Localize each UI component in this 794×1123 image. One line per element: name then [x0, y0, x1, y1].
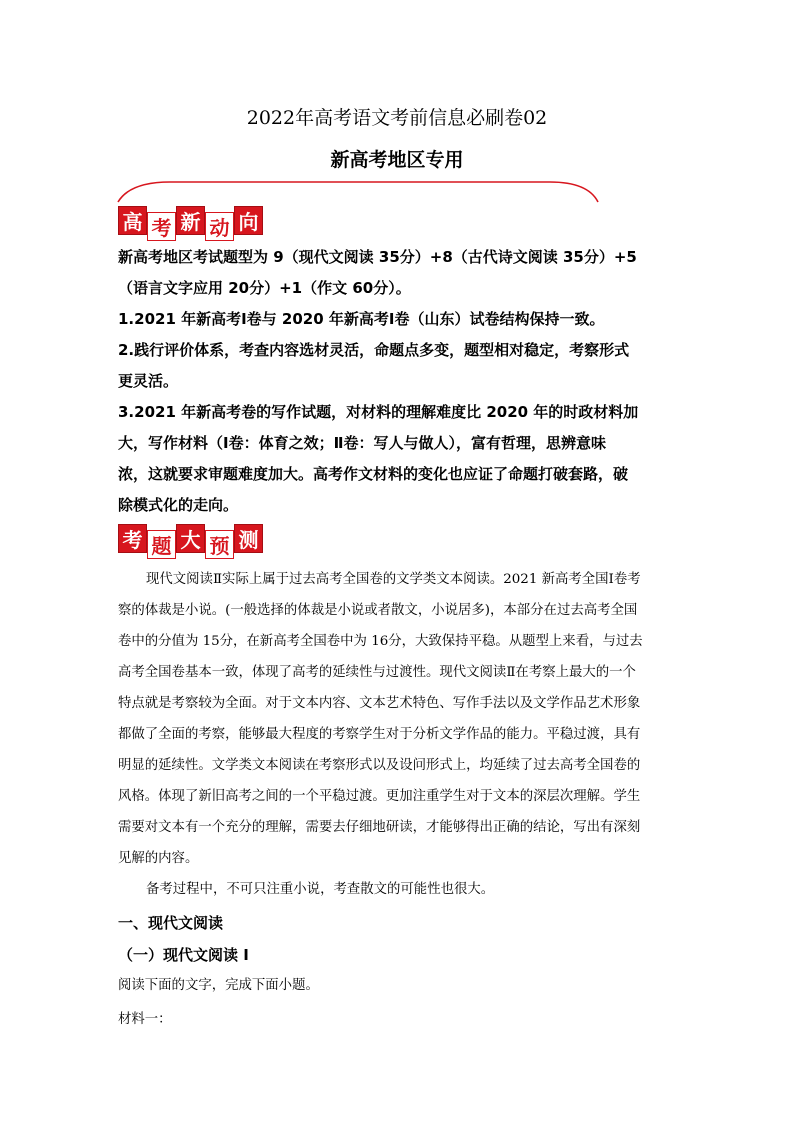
- text-line: 新高考地区考试题型为 9（现代文阅读 35分）+8（古代诗文阅读 35分）+5: [118, 248, 637, 266]
- text-line: 更灵活。: [118, 372, 179, 390]
- text-line: 备考过程中，不可只注重小说，考查散文的可能性也很大。: [146, 882, 495, 897]
- decorative-arc: [110, 176, 600, 206]
- text-line: 明显的延续性。文学类文本阅读在考察形式以及设问形式上，均延续了过去高考全国卷的: [118, 758, 641, 773]
- trend-text: [118, 242, 678, 521]
- banner-char: 向: [234, 206, 263, 235]
- text-line: 除模式化的走向。: [118, 496, 239, 514]
- banner-char: 动: [205, 212, 234, 241]
- text-line: 现代文阅读Ⅱ实际上属于过去高考全国卷的文学类文本阅读。2021 新高考全国Ⅰ卷考: [146, 572, 641, 587]
- text-line: 1.2021 年新高考Ⅰ卷与 2020 年新高考Ⅰ卷（山东）试卷结构保持一致。: [118, 310, 605, 328]
- banner-char: 考: [147, 212, 176, 241]
- text-line: （语言文字应用 20分）+1（作文 60分）。: [118, 279, 411, 297]
- subsection-heading: （一）现代文阅读 I: [118, 946, 249, 964]
- banner-char: 考: [118, 524, 147, 553]
- banner-char: 预: [205, 530, 234, 559]
- text-line: 需要对文本有一个充分的理解，需要去仔细地研读，才能够得出正确的结论，写出有深刻: [118, 820, 641, 835]
- instruction-text: 阅读下面的文字，完成下面小题。: [118, 978, 319, 993]
- banner-char: 高: [118, 206, 147, 235]
- page-subtitle: 新高考地区专用: [330, 149, 464, 171]
- text-line: 卷中的分值为 15分，在新高考全国卷中为 16分，大致保持平稳。从题型上来看，与过去: [118, 634, 643, 649]
- text-line: 见解的内容。: [118, 851, 199, 866]
- banner-char: 大: [176, 524, 205, 553]
- prediction-banner: [118, 524, 263, 559]
- material-label: 材料一：: [118, 1012, 172, 1027]
- text-line: 3.2021 年新高考卷的写作试题，对材料的理解难度比 2020 年的时政材料加: [118, 403, 639, 421]
- text-line: 浓，这就要求审题难度加大。高考作文材料的变化也应证了命题打破套路，破: [118, 465, 629, 483]
- text-line: 都做了全面的考察，能够最大程度的考察学生对于分析文学作品的能力。平稳过渡，具有: [118, 727, 641, 742]
- text-line: 察的体裁是小说。(一般选择的体裁是小说或者散文，小说居多)，本部分在过去高考全国: [118, 603, 638, 618]
- banner-char: 新: [176, 206, 205, 235]
- text-line: 风格。体现了新旧高考之间的一个平稳过渡。更加注重学生对于文本的深层次理解。学生: [118, 789, 641, 804]
- banner-char: 测: [234, 524, 263, 553]
- banner-char: 题: [147, 530, 176, 559]
- text-line: 2.践行评价体系，考查内容选材灵活，命题点多变，题型相对稳定，考察形式: [118, 341, 630, 359]
- section-heading: 一、现代文阅读: [118, 914, 224, 932]
- text-line: 大，写作材料（Ⅰ卷：体育之效；Ⅱ卷：写人与做人），富有哲理，思辨意味: [118, 434, 606, 452]
- trend-banner: [118, 206, 263, 241]
- text-line: 特点就是考察较为全面。对于文本内容、文本艺术特色、写作手法以及文学作品艺术形象: [118, 696, 641, 711]
- prediction-paragraph: [118, 564, 678, 905]
- page-title: 2022年高考语文考前信息必刷卷02: [246, 107, 548, 129]
- text-line: 高考全国卷基本一致，体现了高考的延续性与过渡性。现代文阅读Ⅱ在考察上最大的一个: [118, 665, 636, 680]
